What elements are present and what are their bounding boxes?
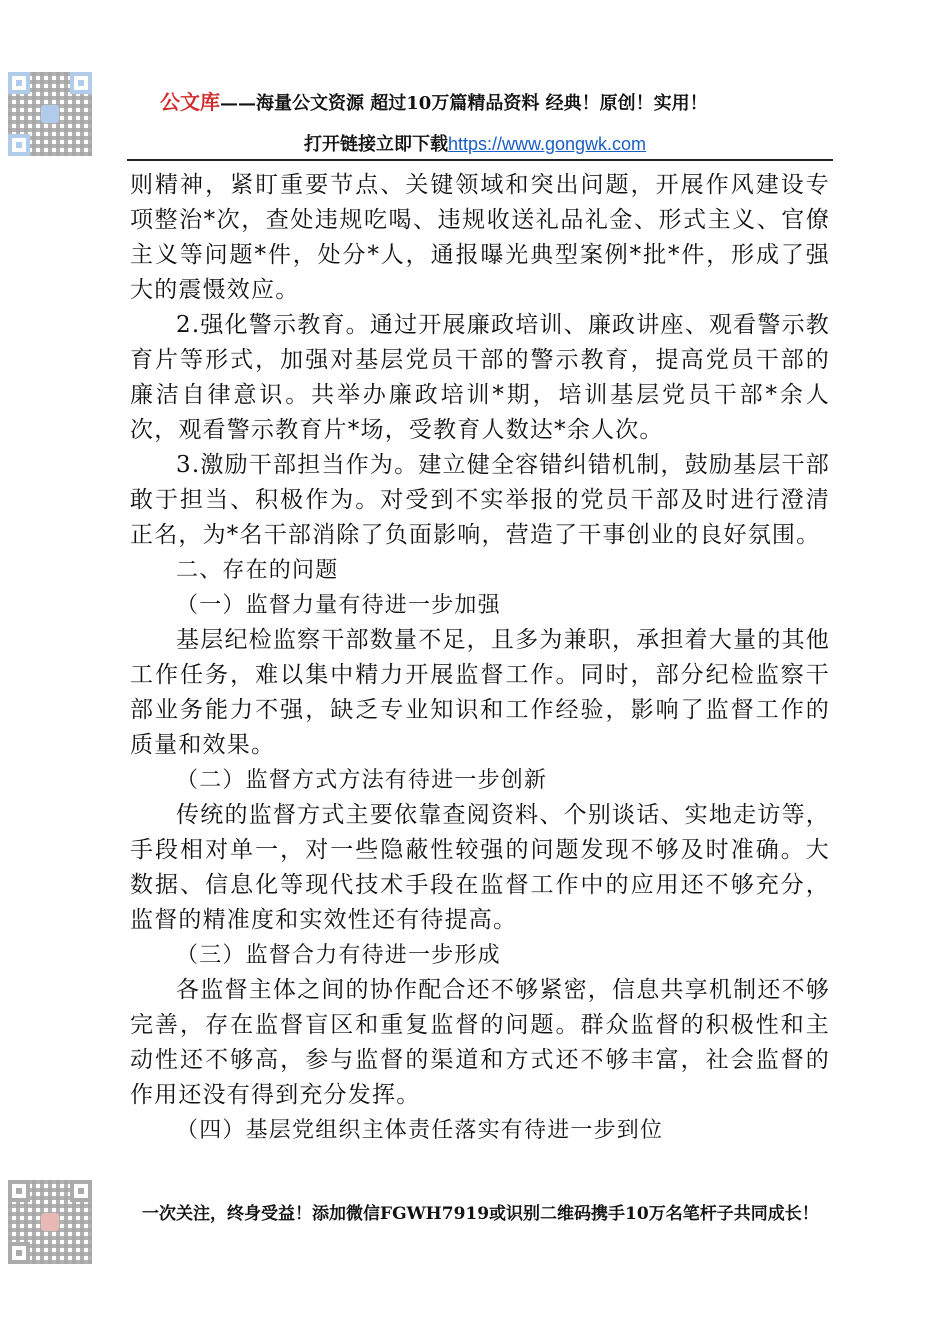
footer-promo: 一次关注，终身受益！添加微信FGWH7919或识别二维码携手10万名笔杆子共同成长！ — [142, 1204, 819, 1224]
qr-finder-icon — [8, 1180, 30, 1202]
qr-finder-icon — [70, 1180, 92, 1202]
brand-name: 公文库 — [160, 90, 220, 114]
paragraph: 3.激励干部担当作为。建立健全容错纠错机制，鼓励基层干部敢于担当、积极作为。对受到不实举报的党员干部及时进行澄清正名，为*名干部消除了负面影响，营造了干事创业的良好氛围。 — [130, 452, 830, 548]
subsection-heading: （一）监督力量有待进一步加强 — [176, 593, 501, 618]
paragraph: 基层纪检监察干部数量不足，且多为兼职，承担着大量的其他工作任务，难以集中精力开展监督工作。同时，部分纪检监察干部业务能力不强，缺乏专业知识和工作经验，影响了监督工作的质量和效果。 — [130, 627, 830, 758]
paragraph: 各监督主体之间的协作配合还不够紧密，信息共享机制还不够完善，存在监督盲区和重复监督的问题。群众监督的积极性和主动性还不够高，参与监督的渠道和方式还不够丰富，社会监督的作用还没有得到充分发挥。 — [130, 977, 830, 1108]
header-tagline: ——海量公文资源 超过10万篇精品资料 经典！原创！实用！ — [220, 93, 708, 114]
download-line — [0, 130, 950, 156]
subsection-heading: （二）监督方式方法有待进一步创新 — [176, 768, 548, 793]
qr-logo-icon — [41, 105, 59, 123]
qr-finder-icon — [8, 72, 30, 94]
paragraph: 2.强化警示教育。通过开展廉政培训、廉政讲座、观看警示教育片等形式，加强对基层党员干部的警示教育，提高党员干部的廉洁自律意识。共举办廉政培训*期，培训基层党员干部*余人次，观看警示教育片*场，受教育人数达*余人次。 — [130, 312, 830, 443]
qr-code-bottom[interactable] — [8, 1180, 92, 1264]
subsection-heading: （三）监督合力有待进一步形成 — [176, 943, 501, 968]
document-body — [130, 168, 830, 1148]
subsection-heading: （四）基层党组织主体责任落实有待进一步到位 — [176, 1118, 664, 1143]
qr-logo-icon — [41, 1213, 59, 1231]
section-heading: 二、存在的问题 — [176, 558, 339, 583]
header-divider — [127, 159, 833, 161]
website-link[interactable]: https://www.gongwk.com — [447, 134, 647, 154]
paragraph: 则精神，紧盯重要节点、关键领域和突出问题，开展作风建设专项整治*次，查处违规吃喝、违规收送礼品礼金、形式主义、官僚主义等问题*件，处分*人，通报曝光典型案例*批*件，形成了强大的震慑效应。 — [130, 172, 830, 303]
qr-finder-icon — [70, 72, 92, 94]
header-tagline-line — [160, 86, 708, 115]
qr-finder-icon — [8, 1242, 30, 1264]
paragraph: 传统的监督方式主要依靠查阅资料、个别谈话、实地走访等，手段相对单一，对一些隐蔽性较强的问题发现不够及时准确。大数据、信息化等现代技术手段在监督工作中的应用还不够充分，监督的精准度和实效性还有待提高。 — [130, 802, 830, 933]
download-prefix: 打开链接立即下载 — [303, 134, 448, 155]
